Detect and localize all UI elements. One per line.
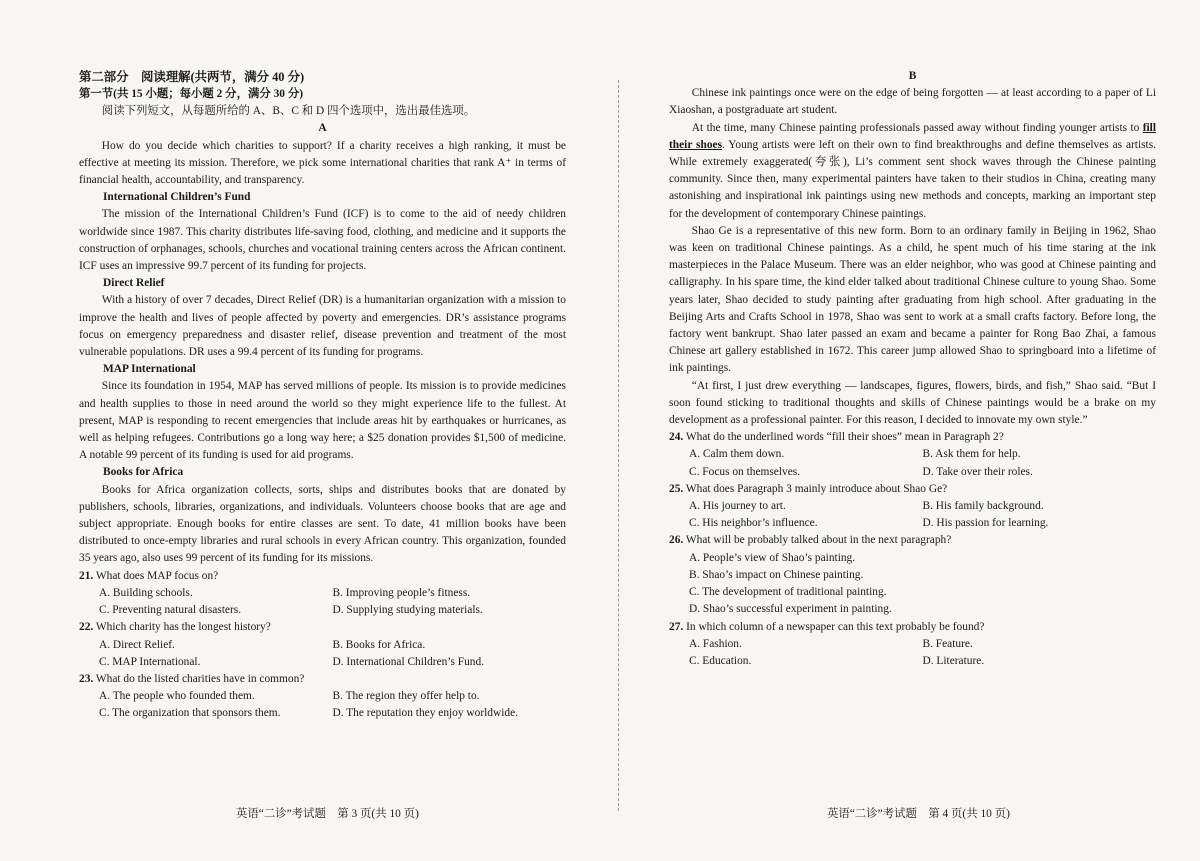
option-b: B. Ask them for help. (922, 448, 1021, 461)
passage-b-p2 (669, 120, 1156, 223)
p2-text-before: At the time, many Chinese painting professionals passed away without finding younger artists to (691, 121, 1143, 134)
option-a: A. Calm them down. (689, 448, 785, 461)
option-d: D. Literature. (922, 654, 985, 667)
option-d: D. His passion for learning. (922, 517, 1049, 530)
page-footer-right: 英语“二诊”考试题 第 4 页(共 10 页) (827, 808, 1010, 820)
passage-a-letter: A (318, 122, 327, 135)
icf-heading: International Children’s Fund (103, 191, 251, 204)
question-stem: In which column of a newspaper can this text probably be found? (686, 620, 985, 633)
question-number: 22. (79, 621, 94, 634)
question-22 (79, 619, 566, 671)
question-25 (669, 481, 1156, 533)
question-26 (669, 532, 1156, 618)
question-number: 26. (669, 534, 684, 547)
question-number: 25. (669, 482, 684, 495)
option-c: C. The organization that sponsors them. (99, 707, 281, 720)
option-c: C. MAP International. (99, 655, 201, 668)
option-d: D. International Children’s Fund. (332, 655, 485, 668)
instruction: 阅读下列短文，从每题所给的 A、B、C 和 D 四个选项中，选出最佳选项。 (101, 105, 476, 118)
option-a: A. Fashion. (689, 637, 742, 650)
option-a: A. Direct Relief. (99, 638, 175, 651)
left-page (79, 68, 566, 723)
question-number: 21. (79, 569, 94, 582)
option-a: A. The people who founded them. (99, 690, 255, 703)
option-b: B. Feature. (922, 637, 973, 650)
passage-b-p1: Chinese ink paintings once were on the edge of being forgotten — at least according to a paper of Li Xiaoshan, a postgraduate art student. (669, 87, 1156, 117)
option-c: C. Education. (689, 654, 752, 667)
question-23 (79, 671, 566, 723)
dr-heading: Direct Relief (103, 277, 165, 290)
option-b: B. Improving people’s fitness. (332, 586, 471, 599)
option-b: B. Shao’s impact on Chinese painting. (689, 568, 864, 581)
question-stem: What do the listed charities have in common? (95, 672, 305, 685)
part-title: 第二部分 阅读理解(共两节，满分 40 分) (79, 70, 305, 84)
option-a: A. People’s view of Shao’s painting. (689, 551, 856, 564)
option-a: A. Building schools. (99, 586, 193, 599)
question-stem: What does MAP focus on? (95, 569, 219, 582)
option-a: A. His journey to art. (689, 500, 786, 513)
question-21 (79, 568, 566, 620)
option-c: C. Preventing natural disasters. (99, 604, 242, 617)
underlined-phrase: fill their shoes (669, 121, 1156, 151)
bfa-paragraph: Books for Africa organization collects, sorts, ships and distributes books that are donated by publishers, schools, libraries, organizations, and individuals. Volunteers choose books that are age and subject appropriate. Enough books for entire classes are sent. To date, 41 million books have been distributed to once-empty libraries and rural schools in every African country. This organization, founded 35 years ago, also uses 99 percent of its funding for its missions. (79, 483, 566, 565)
option-c: C. Focus on themselves. (689, 465, 801, 478)
question-stem: What does Paragraph 3 mainly introduce about Shao Ge? (685, 482, 948, 495)
option-b: B. Books for Africa. (332, 638, 426, 651)
passage-b-letter: B (908, 70, 917, 82)
question-stem: What will be probably talked about in the next paragraph? (685, 534, 952, 547)
question-27 (669, 619, 1156, 671)
question-number: 27. (669, 620, 684, 633)
passage-a-intro: How do you decide which charities to support? If a charity receives a high ranking, it must be effective at meeting its mission. Therefore, we pick some international charities that rank A⁺ in terms of financial health, accountability, and transparency. (79, 139, 566, 187)
option-d: D. The reputation they enjoy worldwide. (332, 707, 518, 720)
question-stem: What do the underlined words “fill their shoes” mean in Paragraph 2? (685, 431, 1004, 444)
option-c: C. The development of traditional painting. (689, 586, 887, 599)
right-page (669, 68, 1156, 670)
option-c: C. His neighbor’s influence. (689, 517, 818, 530)
passage-b-p3: Shao Ge is a representative of this new form. Born to an ordinary family in Beijing in 1962, Shao was keen on traditional Chinese paintings. As a child, he spent much of his time staring at the ink masterpieces in the Palace Museum. There was an elder neighbor, who was good at Chinese painting and calligraphy. In his spare time, the kind elder talked about traditional Chinese culture to young Shao. Some years later, Shao decided to study painting after graduating from high school. After graduating in the Beijing Arts and Crafts School in 1978, Shao was sent to work at a small crafts factory. Before long, the factory went bankrupt. Shao later passed an exam and became a painter for Rong Bao Zhai, a famous Chinese art gallery established in 1672. This career jump allowed Shao to springboard into a lifetime of ink paintings. (669, 224, 1156, 375)
page-footer-left: 英语“二诊”考试题 第 3 页(共 10 页) (236, 808, 419, 820)
section-title: 第一节(共 15 小题；每小题 2 分，满分 30 分) (79, 88, 304, 100)
map-heading: MAP International (103, 363, 196, 376)
question-stem: Which charity has the longest history? (95, 621, 271, 634)
option-b: B. His family background. (922, 500, 1044, 513)
option-d: D. Take over their roles. (922, 465, 1033, 478)
option-d: D. Shao’s successful experiment in painting. (689, 603, 892, 616)
dr-paragraph: With a history of over 7 decades, Direct Relief (DR) is a humanitarian organization with a mission to improve the health and lives of people affected by poverty and emergencies. DR’s assistance programs focus on emergency preparedness and disaster relief, disease prevention and treatment of the most vulnerable populations. DR uses a 99.4 percent of its funding for programs. (79, 294, 566, 359)
bfa-heading: Books for Africa (103, 466, 184, 479)
option-d: D. Supplying studying materials. (332, 604, 483, 617)
question-24 (669, 429, 1156, 481)
question-number: 23. (79, 672, 94, 685)
question-number: 24. (669, 431, 684, 444)
option-b: B. The region they offer help to. (332, 690, 480, 703)
icf-paragraph: The mission of the International Children’s Fund (ICF) is to come to the aid of needy children worldwide since 1987. This charity distributes life-saving food, clothing, and medicine and it supports the construction of orphanages, schools, churches and vocational training centers across the African continent. ICF uses an impressive 99.7 percent of its funding for projects. (79, 208, 566, 273)
map-paragraph: Since its foundation in 1954, MAP has served millions of people. Its mission is to provide medicines and health supplies to those in need around the world so they might experience life to the fullest. At present, MAP is responding to recent emergencies that include areas hit by earthquakes or hurricanes, as well as helping refugees. Contributions go a long way here; a $25 donation provides $1,500 of medicine. A notable 99 percent of its funding is used for aid programs. (79, 380, 566, 462)
page-divider (618, 80, 619, 811)
passage-b-p4: “At first, I just drew everything — landscapes, figures, flowers, birds, and fish,” Shao said. “But I soon found sticking to traditional thoughts and skills of Chinese paintings would be a brake on my development as a professional painter. For this reason, I decided to innovate my own style.” (669, 379, 1156, 427)
p2-text-after: . Young artists were left on their own to find breakthroughs and define themselves as artists. While extremely exaggerated(夸张), Li’s comment sent shock waves through the Chinese painting community. Since then, many experimental painters have taken to their studios in China, creating many astonishing and inspirational ink paintings using new methods and concepts, marking an important step for the development of contemporary Chinese paintings. (669, 138, 1157, 220)
